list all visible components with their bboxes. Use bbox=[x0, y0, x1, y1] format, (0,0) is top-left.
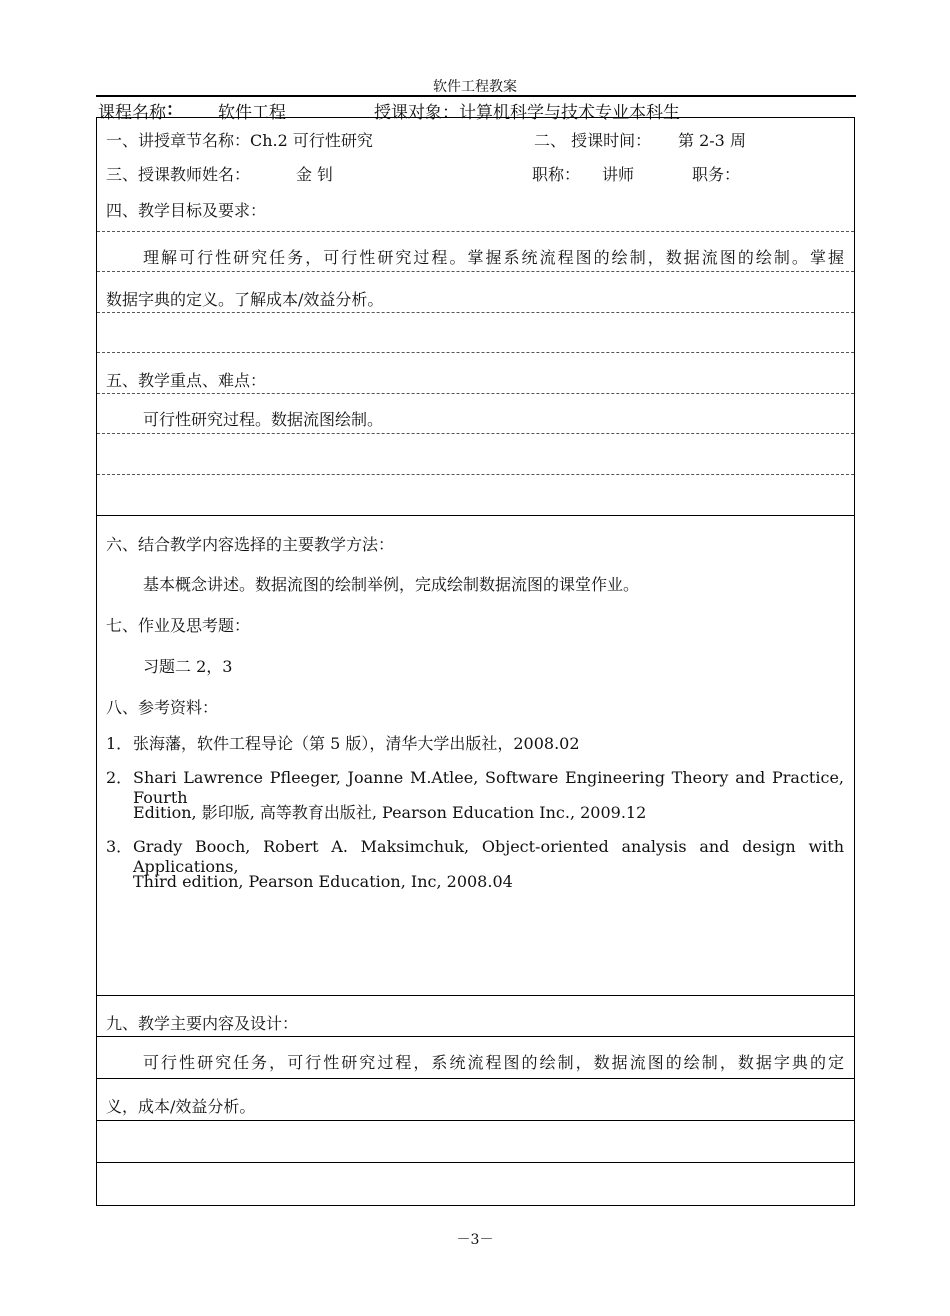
divider bbox=[97, 1120, 854, 1121]
title-value: 讲师 bbox=[602, 165, 635, 184]
reference-number: 1． bbox=[106, 734, 133, 753]
teacher-name: 金 钊 bbox=[296, 165, 334, 184]
reference-2-line-1: Shari Lawrence Pfleeger, Joanne M.Atlee, Software Engineering Theory and Practice, Fourth bbox=[133, 768, 844, 807]
content-design-heading: 九、教学主要内容及设计： bbox=[106, 1014, 299, 1033]
objectives-line-2: 数据字典的定义。了解成本/效益分析。 bbox=[106, 290, 384, 309]
references-heading: 八、参考资料： bbox=[106, 698, 219, 717]
divider bbox=[97, 393, 854, 394]
audience-text: 授课对象：计算机科学与技术专业本科生 bbox=[374, 103, 680, 123]
divider bbox=[97, 1162, 854, 1163]
content-design-line-2: 义，成本/效益分析。 bbox=[106, 1097, 256, 1116]
methods-heading: 六、结合教学内容选择的主要教学方法： bbox=[106, 535, 395, 554]
divider bbox=[97, 352, 854, 353]
divider bbox=[97, 474, 854, 475]
course-colon: ： bbox=[166, 100, 183, 120]
duty-label: 职务： bbox=[692, 165, 741, 184]
divider bbox=[97, 312, 854, 313]
reference-1-line-1: 张海藩，软件工程导论（第 5 版），清华大学出版社，2008.02 bbox=[133, 734, 580, 753]
divider bbox=[97, 271, 854, 272]
divider bbox=[97, 1036, 854, 1037]
title-label: 职称： bbox=[532, 165, 581, 184]
reference-number: 2． bbox=[106, 768, 133, 787]
reference-2-line-2: Edition, 影印版, 高等教育出版社, Pearson Education Inc., 2009.12 bbox=[133, 803, 647, 822]
reference-number: 3． bbox=[106, 837, 133, 856]
teaching-time-label: 二、 授课时间： bbox=[534, 131, 652, 150]
content-design-line-1: 可行性研究任务，可行性研究过程，系统流程图的绘制，数据流图的绘制，数据字典的定 bbox=[143, 1053, 844, 1072]
teaching-time-value: 第 2-3 周 bbox=[678, 131, 746, 150]
homework-heading: 七、作业及思考题： bbox=[106, 616, 251, 635]
reference-3-line-2: Third edition, Pearson Education, Inc, 2008.04 bbox=[133, 872, 513, 891]
homework-line-1: 习题二 2，3 bbox=[143, 657, 233, 676]
key-points-heading: 五、教学重点、难点： bbox=[106, 371, 267, 390]
key-points-line-1: 可行性研究过程。数据流图绘制。 bbox=[143, 410, 384, 429]
methods-line-1: 基本概念讲述。数据流图的绘制举例，完成绘制数据流图的课堂作业。 bbox=[143, 575, 640, 594]
divider bbox=[97, 433, 854, 434]
objectives-line-1: 理解可行性研究任务，可行性研究过程。掌握系统流程图的绘制，数据流图的绘制。掌握 bbox=[143, 248, 844, 267]
page-number: －3－ bbox=[456, 1232, 494, 1248]
teacher-label: 三、授课教师姓名： bbox=[106, 165, 251, 184]
chapter-name: 一、讲授章节名称：Ch.2 可行性研究 bbox=[106, 131, 373, 150]
divider bbox=[97, 231, 854, 232]
divider bbox=[97, 1078, 854, 1079]
header-rule bbox=[96, 95, 856, 97]
reference-3-line-1: Grady Booch, Robert A. Maksimchuk, Object-oriented analysis and design with Applications, bbox=[133, 837, 844, 876]
course-label: 课程名称 bbox=[98, 103, 166, 123]
objectives-heading: 四、教学目标及要求： bbox=[106, 201, 267, 220]
course-name: 软件工程 bbox=[218, 103, 286, 123]
document-header-title: 软件工程教案 bbox=[433, 79, 517, 95]
